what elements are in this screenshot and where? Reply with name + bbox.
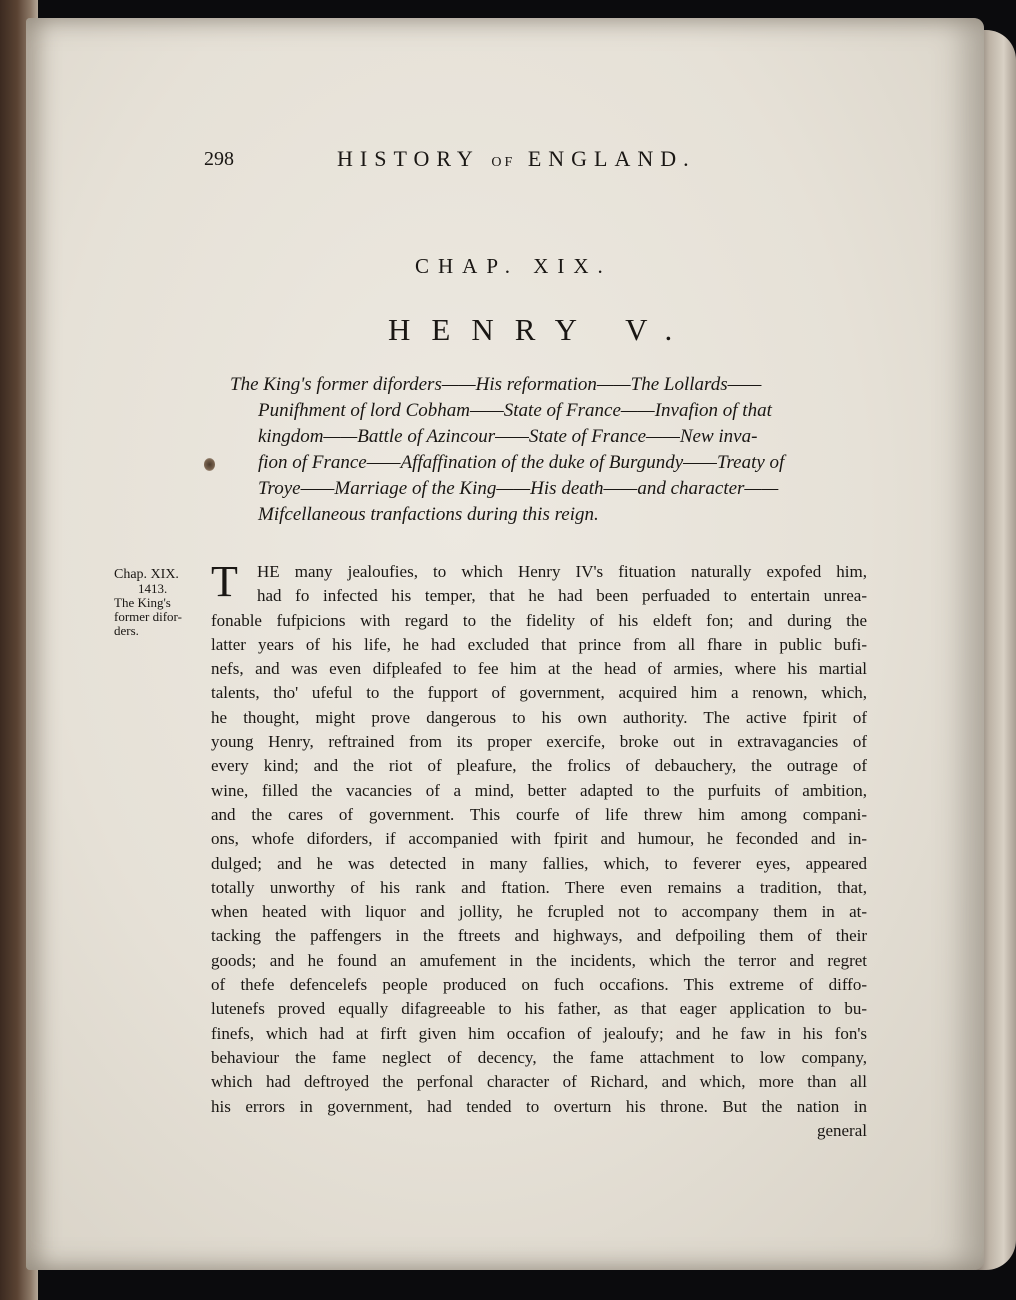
margin-topic-line: ders. bbox=[114, 623, 139, 638]
running-title-history: HISTORY bbox=[337, 146, 479, 171]
body-line: of thefe defencelefs people produced on fuch occafions. This extreme of diffo- bbox=[211, 975, 867, 995]
body-line: dulged; and he was detected in many fallies, which, to feverer eyes, appeared bbox=[211, 853, 867, 873]
body-line: had fo infected his temper, that he had been perfuaded to entertain unrea- bbox=[257, 586, 867, 606]
body-line: when heated with liquor and jollity, he fcrupled not to accompany them in at- bbox=[211, 902, 867, 922]
body-line: ons, whofe diforders, if accompanied with fpirit and humour, he feconded and in- bbox=[211, 829, 867, 849]
summary-line: The King's former diforders——His reformation——The Lollards—— bbox=[230, 374, 762, 395]
drop-cap: T bbox=[211, 557, 238, 606]
body-line: HE many jealoufies, to which Henry IV's fituation naturally expofed him, bbox=[257, 562, 867, 581]
body-line: latter years of his life, he had excluded that prince from all fhare in public bufi- bbox=[211, 634, 867, 654]
body-line: behaviour the fame neglect of decency, the fame attachment to low company, bbox=[211, 1047, 867, 1067]
body-line: he thought, might prove dangerous to his own authority. The active fpirit of bbox=[211, 707, 867, 727]
body-line-catchword: general bbox=[816, 1120, 867, 1140]
summary-line: kingdom——Battle of Azincour——State of France——New inva- bbox=[258, 426, 758, 447]
page-header bbox=[0, 146, 1016, 176]
body-line: and the cares of government. This courfe of life threw him among compani- bbox=[211, 804, 867, 824]
summary-line: fion of France——Affaffination of the duke of Burgundy——Treaty of bbox=[258, 452, 785, 473]
body-text bbox=[211, 557, 867, 1143]
page-number: 298 bbox=[204, 148, 234, 170]
margin-note bbox=[114, 568, 210, 638]
body-line: finefs, which had at firft given him occafion of jealoufy; and he faw in his fon's bbox=[211, 1023, 867, 1043]
body-line: wine, filled the vacancies of a mind, better adapted to the purfuits of ambition, bbox=[211, 780, 867, 800]
margin-chapter: Chap. XIX. bbox=[114, 567, 179, 582]
margin-year: 1413. bbox=[138, 581, 168, 596]
body-line: his errors in government, had tended to overturn his throne. But the nation in bbox=[211, 1096, 867, 1116]
body-line: talents, tho' ufeful to the fupport of government, acquired him a renown, which, bbox=[211, 683, 867, 703]
body-line: every kind; and the riot of pleafure, the frolics of debauchery, the outrage of bbox=[211, 756, 867, 776]
chapter-summary bbox=[230, 372, 866, 528]
body-line: young Henry, reftrained from its proper exercife, broke out in extravagancies of bbox=[211, 732, 867, 752]
running-title-england: ENGLAND. bbox=[527, 146, 696, 171]
chapter-king-title: HENRY V. bbox=[388, 312, 694, 347]
summary-line: Troye——Marriage of the King——His death——and character—— bbox=[258, 478, 779, 499]
body-line: which had deftroyed the perfonal character of Richard, and which, more than all bbox=[211, 1072, 867, 1092]
body-line: lutenefs proved equally difagreeable to his father, as that eager application to bu- bbox=[211, 999, 867, 1019]
margin-topic-line: The King's bbox=[114, 595, 171, 610]
body-line: tacking the paffengers in the ftreets and highways, and defpoiling them of their bbox=[211, 926, 867, 946]
body-line: totally unworthy of his rank and ftation. There even remains a tradition, that, bbox=[211, 877, 867, 897]
ink-spot bbox=[204, 458, 215, 471]
summary-line: Punifhment of lord Cobham——State of France——Invafion of that bbox=[258, 400, 772, 421]
margin-topic-line: former difor- bbox=[114, 609, 182, 624]
body-line: nefs, and was even difpleafed to fee him at the head of armies, where his martial bbox=[211, 659, 867, 679]
body-line: goods; and he found an amufement in the incidents, which the terror and regret bbox=[211, 950, 867, 970]
chapter-number: CHAP. XIX. bbox=[415, 254, 612, 278]
running-title bbox=[337, 146, 696, 172]
body-line: fonable fufpicions with regard to the fidelity of his eldeft fon; and during the bbox=[211, 610, 867, 630]
running-title-of: OF bbox=[491, 155, 516, 170]
summary-line: Mifcellaneous tranfactions during this reign. bbox=[258, 504, 599, 525]
